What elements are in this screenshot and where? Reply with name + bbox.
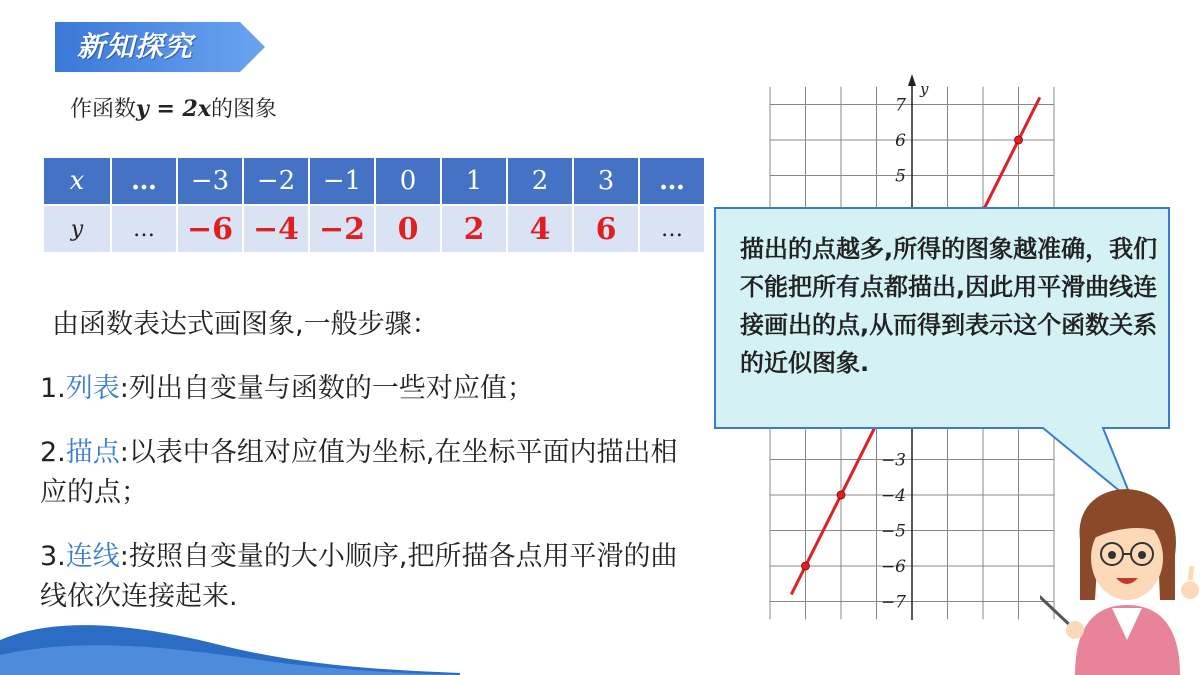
- x-cell: 0: [375, 157, 441, 205]
- y-cell: 2: [441, 205, 507, 253]
- section-banner: [55, 22, 265, 72]
- plotted-point: [802, 562, 810, 570]
- y-cell: 4: [507, 205, 573, 253]
- step-number: 2.: [40, 437, 66, 468]
- step-2: [40, 433, 690, 513]
- value-table: [42, 156, 706, 254]
- step-text: :按照自变量的大小顺序,把所描各点用平滑的曲线依次连接起来.: [40, 541, 678, 612]
- x-cell: −3: [177, 157, 243, 205]
- x-cell: −2: [243, 157, 309, 205]
- task-suffix: 的图象: [210, 97, 277, 122]
- y-axis-arrow: [908, 74, 916, 86]
- y-tick-label: −6: [880, 557, 906, 577]
- bubble-text: 描出的点越多,所得的图象越准确，我们不能把所有点都描出,因此用平滑曲线连接画出的点,从而得到表示这个函数关系的近似图象.: [740, 235, 1158, 377]
- y-cell: 6: [573, 205, 639, 253]
- step-keyword: 列表: [65, 373, 120, 404]
- y-tick-label: 6: [895, 131, 906, 151]
- y-tick-label: −4: [880, 486, 906, 506]
- y-tick-label: −7: [880, 592, 906, 613]
- step-text: :以表中各组对应值为坐标,在坐标平面内描出相应的点；: [40, 437, 678, 508]
- x-cell: …: [639, 157, 705, 205]
- y-axis-label: y: [920, 80, 929, 98]
- task-statement: [70, 92, 277, 123]
- step-1: [40, 369, 690, 409]
- y-cell: 0: [375, 205, 441, 253]
- y-cell: −6: [177, 205, 243, 253]
- step-3: [40, 537, 690, 617]
- x-cell: 2: [507, 157, 573, 205]
- step-keyword: 连线: [65, 541, 120, 572]
- y-tick-label: −3: [880, 450, 906, 471]
- table-row-y: [43, 205, 705, 253]
- table-row-x: [43, 157, 705, 205]
- y-cell: …: [639, 205, 705, 253]
- y-cell: …: [111, 205, 177, 253]
- y-tick-label: 7: [895, 95, 906, 116]
- x-cell: …: [111, 157, 177, 205]
- x-cell: 1: [441, 157, 507, 205]
- x-label-cell: x: [43, 157, 111, 205]
- x-cell: 3: [573, 157, 639, 205]
- steps-intro: 由函数表达式画图象,一般步骤：: [52, 309, 439, 340]
- step-number: 1.: [40, 373, 66, 404]
- pointer-stick: [1040, 542, 1075, 630]
- step-number: 3.: [40, 541, 66, 572]
- y-cell: −2: [309, 205, 375, 253]
- step-text: :列出自变量与函数的一些对应值；: [119, 373, 534, 404]
- plotted-point: [1015, 136, 1023, 144]
- step-keyword: 描点: [65, 437, 120, 468]
- task-formula: y = 2x: [136, 96, 211, 122]
- task-prefix: 作函数: [70, 97, 137, 122]
- decorative-wave: [0, 615, 460, 675]
- x-cell: −1: [309, 157, 375, 205]
- y-tick-label: 5: [895, 166, 906, 187]
- y-label-cell: y: [43, 205, 111, 253]
- y-tick-label: −5: [880, 521, 906, 542]
- teacher-illustration: [1040, 480, 1200, 675]
- section-title: 新知探究: [77, 30, 194, 63]
- y-cell: −4: [243, 205, 309, 253]
